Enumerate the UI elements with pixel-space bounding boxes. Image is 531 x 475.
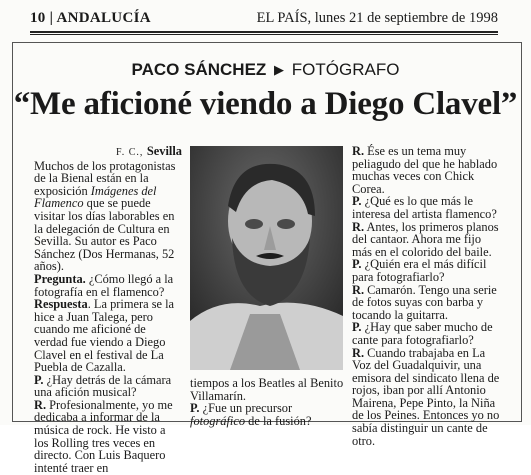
answer-label: Respuesta <box>34 297 88 312</box>
intro-text-end: que se puede visitar los días laborables en la delegación de Cultura en Sevilla. Su autor es Paco Sánchez (Dos Hermanas, 52 años). <box>34 196 175 274</box>
answer-6 <box>352 347 500 448</box>
answer-label: R. <box>352 282 365 297</box>
answer-3 <box>352 145 500 195</box>
answer-4 <box>352 221 500 259</box>
answer-2 <box>34 399 182 475</box>
question-text: ¿Quién era el más difícil para fotografiarlo? <box>352 257 487 284</box>
section-label: 10 | ANDALUCÍA <box>30 10 151 26</box>
column-1 <box>34 145 182 474</box>
question-label: P. <box>34 372 44 387</box>
question-5 <box>352 258 500 283</box>
question-label: Pregunta. <box>34 271 86 286</box>
question-2 <box>34 374 182 399</box>
headline: “Me aficioné viendo a Diego Clavel” <box>13 86 518 122</box>
answer-label: R. <box>352 144 365 158</box>
answer-text: Camarón. Tengo una serie de fotos suyas con barba y tocando la guitarra. <box>352 282 497 322</box>
question-4 <box>352 195 500 220</box>
question-label: P. <box>352 320 362 335</box>
byline-role: FOTÓGRAFO <box>291 60 400 79</box>
dateline <box>34 145 182 160</box>
answer-text: Cuando trabajaba en La Voz del Guadalquivir, una emisora del sindicato llena de rojos, iban por allí Antonio Mairena, Pepe Pinto, la Niña de los Peines. Entonces yo no sabía distinguir un cante de otro. <box>352 345 500 448</box>
column-3 <box>352 145 500 447</box>
question-text: ¿Fue un precursor <box>199 401 293 416</box>
question-text-end: de la fusión? <box>245 413 312 428</box>
publication-date: EL PAÍS, lunes 21 de septiembre de 1998 <box>256 10 498 26</box>
answer-1 <box>34 298 182 374</box>
byline <box>0 60 531 80</box>
byline-name: PACO SÁNCHEZ <box>131 60 267 79</box>
question-text: ¿Hay que saber mucho de cante para fotografiarlo? <box>352 320 493 347</box>
question-italic: fotográfico <box>190 413 246 428</box>
answer-text: Profesionalmente, yo me dedicaba a informar de la música de rock. He visto a los Rolling tres veces en directo. Con Luis Baquero intenté traer en <box>34 397 173 475</box>
question-3 <box>190 402 346 427</box>
column-2 <box>190 377 346 427</box>
question-label: P. <box>352 257 362 272</box>
answer-2-continued: tiempos a los Beatles al Benito Villamarín. <box>190 376 344 403</box>
portrait-photo <box>190 146 343 370</box>
exhibition-title: Imágenes del Flamenco <box>34 183 157 211</box>
header-rule-thick <box>30 31 498 33</box>
question-text: ¿Hay detrás de la cámara una afición musical? <box>34 372 172 400</box>
portrait-illustration <box>190 146 343 370</box>
header-rule-thin <box>30 34 498 35</box>
author-credit: F. C., <box>115 147 147 158</box>
question-label: P. <box>352 194 362 209</box>
arrow-icon: ▶ <box>274 62 285 77</box>
answer-label: R. <box>352 345 365 360</box>
intro-paragraph <box>34 160 182 273</box>
answer-text: Ése es un tema muy peliagudo del que he hablado muchas veces con Chick Corea. <box>352 144 498 196</box>
answer-text: Antes, los primeros planos del cantaor. Ahora me fijo más en el colorido del baile. <box>352 219 499 259</box>
answer-label: R. <box>34 397 47 412</box>
intro-text: Muchos de los protagonistas de la Bienal están en la exposición <box>34 158 176 198</box>
answer-text: . La primera se la hice a Juan Talega, pero cuando me aficioné de verdad fue viendo a Diego Clavel en el festival de La Puebla de Cazalla. <box>34 297 175 375</box>
running-header <box>30 10 498 28</box>
answer-5 <box>352 284 500 322</box>
question-1 <box>34 273 182 298</box>
question-text: ¿Cómo llegó a la fotografía en el flamenco? <box>34 271 174 299</box>
question-6 <box>352 321 500 346</box>
answer-label: R. <box>352 219 365 234</box>
question-label: P. <box>190 401 200 416</box>
question-text: ¿Qué es lo que más le interesa del artista flamenco? <box>352 194 497 221</box>
dateline-place: Sevilla <box>146 144 182 158</box>
